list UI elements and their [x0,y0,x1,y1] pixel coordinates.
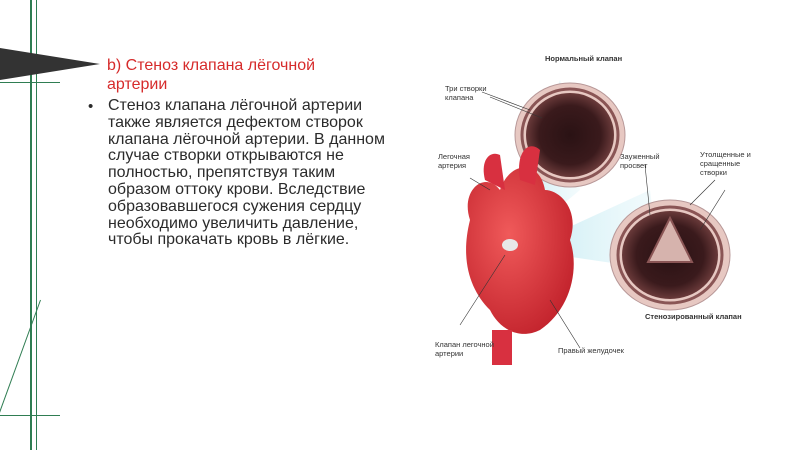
label-three-leaflets: Три створки клапана [445,84,487,102]
slide-title: b) Стеноз клапана лёгочной артерии [107,57,316,93]
normal-valve-inner [526,93,614,177]
label-pulmonary-artery: Легочная артерия [438,152,470,170]
label-narrowed-lumen: Зауженный просвет [620,152,660,170]
decor-diagonal-line [0,300,41,441]
bullet-icon: • [88,98,94,115]
decor-arrow [0,48,100,80]
label-normal-valve: Нормальный клапан [545,54,623,63]
heart-valve-figure [430,40,770,370]
label-right-ventricle: Правый желудочек [558,346,624,355]
label-stenotic-valve: Стенозированный клапан [645,312,742,321]
label-pulmonary-valve: Клапан легочной артерии [435,340,494,358]
decor-bottom-line [0,415,60,416]
label-thickened-fused: Утолщенные и сращенные створки [700,150,751,177]
slide-paragraph: Стеноз клапана лёгочной артерии также является дефектом створок клапана лёгочной артерии. В данном случае створки открываются не полностью, препятствуя таким образом оттоку крови. Вследствие образовавшегося сужения сердцу необходимо увеличить давление, чтобы прокачать кровь в лёгкие. [108,97,385,249]
slide-body [90,98,390,249]
decor-horizontal-line [0,82,60,83]
